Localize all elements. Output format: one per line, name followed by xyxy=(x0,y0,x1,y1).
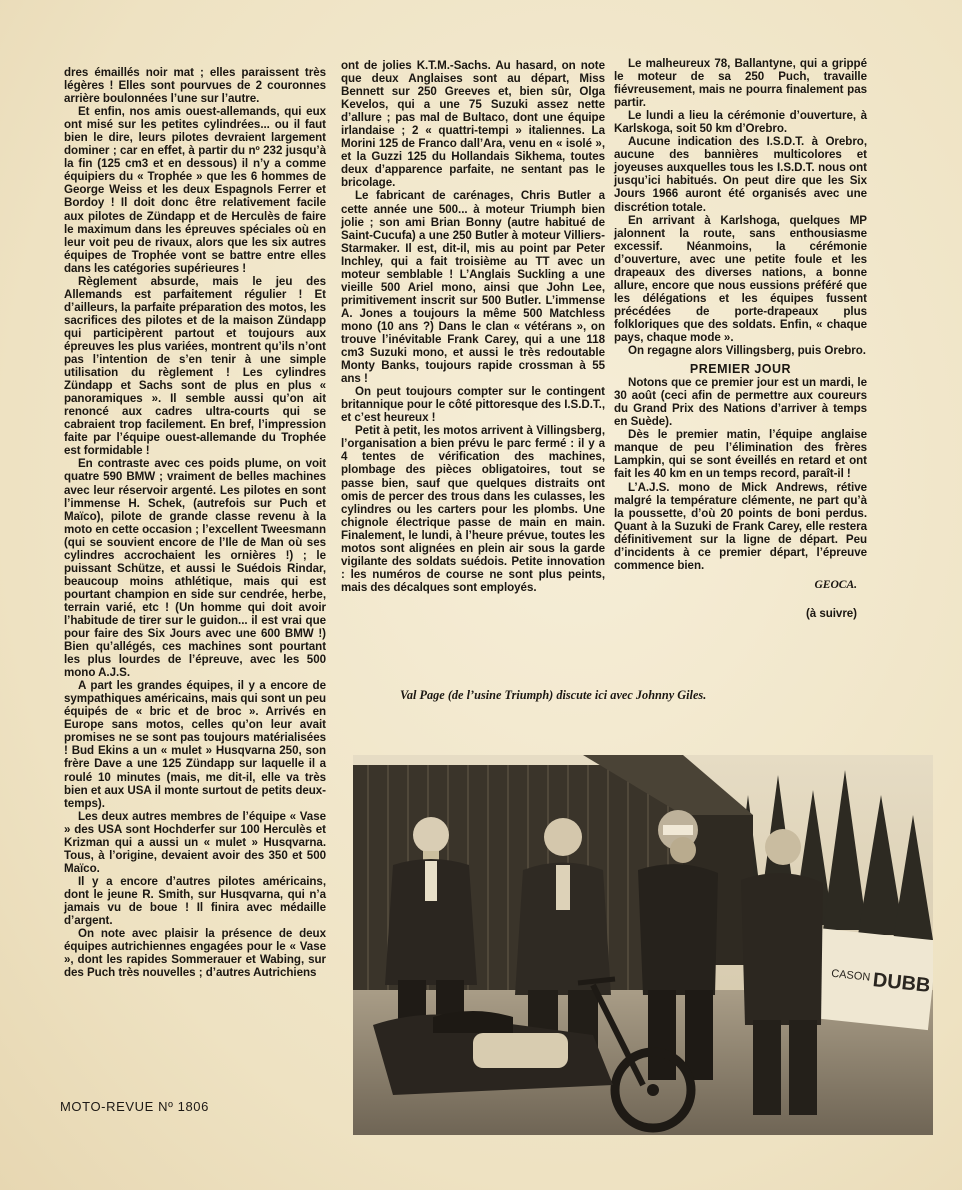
paragraph: Il y a encore d’autres pilotes américains, dont le jeune R. Smith, sur Husqvarna, qui n’a jamais vu de boue ! Il finira avec médaille d’argent. xyxy=(64,874,326,928)
paragraph: Et enfin, nos amis ouest-allemands, qui eux ont misé sur les petites cylindrées... ou il faut bien le dire, leurs pilotes devraient largement dominer ; car en effet, à partir du nº 232 jusqu’à la fin (125 cm3 et en dessous) il n’y a comme équipiers du « Trophée » que les 6 hommes de George Weiss et les deux Espagnols Ferrer et Bordoy ! Il doit donc être relativement facile aux pilotes de Zündapp et de Herculès de faire le maximum dans les épreuves spéciales où en leur voit peu de rivaux, alors que les six autres équipes de Trophée vont se battre entre elles dans les catégories supérieures ! xyxy=(64,105,326,275)
paragraph: Notons que ce premier jour est un mardi, le 30 août (ceci afin de permettre aux coureurs du Grand Prix des Nations d’arriver à temps en Suède). xyxy=(614,376,867,429)
paragraph: En arrivant à Karlshoga, quelques MP jalonnent la route, sans enthousiasme excessif. Néanmoins, la cérémonie d’ouverture, avec une petite foule et les drapeaux des diverses nations, a bonne allure, encore que nous eussions préféré que les délégations et les équipes fussent précédées de porte-drapeaux plus folkloriques que des soldats. Enfin, « chaque pays, chaque mode ». xyxy=(614,213,867,344)
paragraph: Aucune indication des I.S.D.T. à Orebro, aucune des bannières multicolores et joyeuses auxquelles tous les I.S.D.T. nous ont jusqu’ici habitués. On peut dire que les Six Jours 1966 auront été organisés avec une discrétion totale. xyxy=(614,135,867,214)
paragraph: En contraste avec ces poids plume, on voit quatre 590 BMW ; vraiment de belles machines avec leur réservoir argenté. Les pilotes en sont l’immense H. Schek, (autrefois sur Puch et Maïco), pilote de grande classe revenu à la moto en cette occasion ; l’excellent Tweesmann (qui se souvient encore de l’Ile de Man où ses cylindres accrochaient les ornières !) ; le puissant Schütze, et aussi le Suédois Rindar, beaucoup moins athlétique, mais qui est pourtant champion en side sur cendrée, herbe, terrain varié, etc ! (Un homme qui doit avoir l’habitude de tirer sur le guidon... il est vrai que pour faire des Six Jours avec une 600 BMW !) Bien qu’allégés, ces machines sont pourtant les plus lourdes de l’épreuve, avec les 500 mono A.J.S. xyxy=(64,457,326,680)
article-column-left xyxy=(64,66,326,979)
paragraph: Le lundi a lieu la cérémonie d’ouverture, à Karlskoga, soit 50 km d’Orebro. xyxy=(614,109,867,136)
paragraph: Le fabricant de carénages, Chris Butler a cette année une 500... à moteur Triumph bien jolie ; son ami Brian Bonny (autre habitué de Saint-Cucufa) a une 250 Butler à moteur Villiers-Starmaker. Il est, dit-il, mis au point par Peter Inchley, qui a fait troisième au TT avec un moteur semblable ! L’Anglais Suckling a une vieille 500 Ariel mono, ainsi que John Lee, primitivement inscrit sur 500 Butler. L’immense A. Jones a toujours la même 500 Matchless mono (10 ans ?) Dans le clan « vétérans », on trouve l’inévitable Frank Carey, qui a une 118 cm3 Suzuki mono, et aussi le très redoutable Monty Banks, toujours rapide crossman à 55 ans ! xyxy=(341,189,605,386)
paragraph: L’A.J.S. mono de Mick Andrews, rétive malgré la température clémente, ne part qu’à la poussette, d’où 20 points de boni perdus. Quant à la Suzuki de Frank Carey, elle restera définitivement sur la ligne de départ. Peu d’incidents à ce premier départ, l’épreuve commence bien. xyxy=(614,480,867,572)
paragraph: Le malheureux 78, Ballantyne, qui a grippé le moteur de sa 250 Puch, travaille fiévreusement, mais ne pourra finalement pas partir. xyxy=(614,57,867,110)
svg-text:DUBB: DUBB xyxy=(871,969,932,998)
paragraph: Règlement absurde, mais le jeu des Allemands est parfaitement régulier ! Et d’ailleurs, la parfaite préparation des motos, les sacrifices des pilotes et de la maison Zündapp qui participèrent partout et toujours aux épreuves les plus variées, montrent qu’ils n’ont pas l’intention de s’en tenir à une simple utilisation du règlement ! Les cylindres Zündapp et Sachs sont de plus en plus « panoramiques ». Il semble aussi qu’on ait renoncé aux cadres ultra-courts qui se cabraient trop facilement. En bref, l’impression faite par l’équipe ouest-allemande du Trophée est formidable ! xyxy=(64,274,326,458)
paragraph: A part les grandes équipes, il y a encore de sympathiques américains, mais qui sont un peu équipés de « bric et de broc ». Arrivés en Europe sans motos, celles qu’on leur avait promises ne se sont pas toujours matérialisées ! Bud Ekins a un « mulet » Husqvarna 250, son frère Dave a une 125 Zündapp sur laquelle il a roulé 10 minutes (mais, me dit-il, elle va très bien et aux USA il monte surtout de petits deux-temps). xyxy=(64,679,326,810)
article-column-right xyxy=(614,57,867,620)
to-be-continued: (à suivre) xyxy=(805,606,857,620)
svg-text:CASON: CASON xyxy=(830,967,871,984)
paragraph: Les deux autres membres de l’équipe « Vase » des USA sont Hochderfer sur 100 Herculès et Krizman qui a aussi un « mulet » Husqvarna. Tous, à l’origine, devaient avoir des 350 et 500 Maïco. xyxy=(64,809,326,875)
paragraph: Dès le premier matin, l’équipe anglaise manque de peu l’élimination des frères Lampkin, qui se sont éveillés en retard et ont fait les 40 km en un temps record, paraît-il ! xyxy=(614,428,867,481)
paragraph: On regagne alors Villingsberg, puis Orebro. xyxy=(628,344,866,358)
paragraph: On note avec plaisir la présence de deux équipes autrichiennes engagées pour le « Vase », dont les rapides Sommerauer et Wabing, sur des Puch très nouvelles ; d’autres Autrichiens xyxy=(64,927,326,980)
photo-riders-group xyxy=(353,755,933,1135)
article-column-middle xyxy=(341,59,605,594)
paragraph: Petit à petit, les motos arrivent à Villingsberg, l’organisation a bien prévu le parc fermé : il y a 4 tentes de vérification des machines, plombage des pièces obligatoires, tout se passe bien, sauf que quelques distraits ont omis de percer des trous dans les culasses, les cylindres ou les carters pour les plombs. Une chignole électrique passe de main en main. Finalement, le lundi, à l’heure prévue, toutes les motos sont alignées en plein air sous la garde vigilante des soldats suédois. Petite innovation : les numéros de course ne sont plus peints, mais des décalques sont employés. xyxy=(341,424,605,594)
paragraph: On peut toujours compter sur le contingent britannique pour le côté pittoresque des I.S.D.T., et c’est heureux ! xyxy=(341,385,605,425)
author-signature: GEOCA. xyxy=(814,577,857,591)
section-heading: PREMIER JOUR xyxy=(689,362,792,377)
magazine-footer: MOTO-REVUE Nº 1806 xyxy=(60,1099,209,1114)
paragraph: dres émaillés noir mat ; elles paraissent très légères ! Elles sont pourvues de 2 couronnes arrière boulonnées l’une sur l’autre. xyxy=(64,66,326,106)
paragraph: ont de jolies K.T.M.-Sachs. Au hasard, on note que deux Anglaises sont au départ, Miss Bennett sur 250 Greeves et, bien sûr, Olga Kevelos, qui a une 75 Suzuki assez nette d’allure ; pas mal de Bultaco, dont une équipe irlandaise ; 2 « quattri-tempi » italiennes. La Morini 125 de Franco dall’Ara, venu en « isolé », et la Guzzi 125 du Hollandais Sikhema, toutes deux d’apparence parfaite, ne sentant pas le bricolage. xyxy=(341,59,605,190)
photo-caption: Val Page (de l’usine Triumph) discute ici avec Johnny Giles. xyxy=(400,688,707,702)
